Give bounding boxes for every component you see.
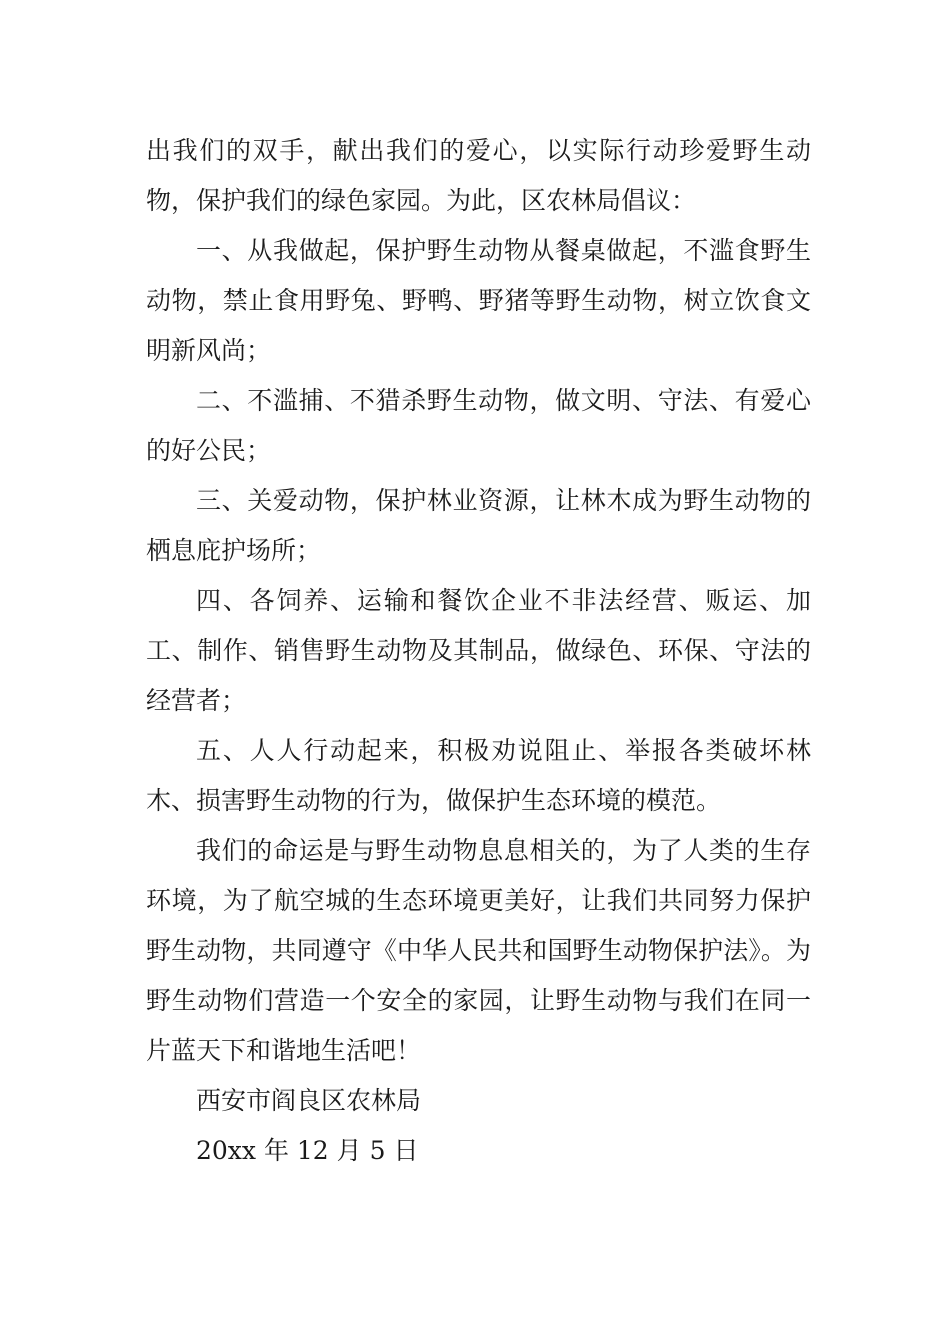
signature-date: 20xx 年 12 月 5 日 [196, 1136, 419, 1165]
document-body [146, 126, 811, 1176]
signature-organization: 西安市阎良区农林局 [196, 1086, 422, 1115]
paragraph-closing: 我们的命运是与野生动物息息相关的，为了人类的生存环境，为了航空城的生态环境更美好，让我们共同努力保护野生动物，共同遵守《中华人民共和国野生动物保护法》。为野生动物们营造一个安全的家园，让野生动物与我们在同一片蓝天下和谐地生活吧！ [146, 836, 811, 1065]
paragraph-item-2: 二、不滥捕、不猎杀野生动物，做文明、守法、有爱心的好公民； [146, 386, 811, 465]
paragraph-item-5: 五、人人行动起来，积极劝说阻止、举报各类破坏林木、损害野生动物的行为，做保护生态环境的模范。 [146, 736, 811, 815]
paragraph-item-4: 四、各饲养、运输和餐饮企业不非法经营、贩运、加工、制作、销售野生动物及其制品，做绿色、环保、守法的经营者； [146, 586, 811, 715]
paragraph-item-3: 三、关爱动物，保护林业资源，让林木成为野生动物的栖息庇护场所； [146, 486, 811, 565]
paragraph-intro-continued: 出我们的双手，献出我们的爱心，以实际行动珍爱野生动物，保护我们的绿色家园。为此，区农林局倡议： [146, 136, 811, 215]
paragraph-item-1: 一、从我做起，保护野生动物从餐桌做起，不滥食野生动物，禁止食用野兔、野鸭、野猪等野生动物，树立饮食文明新风尚； [146, 236, 811, 365]
